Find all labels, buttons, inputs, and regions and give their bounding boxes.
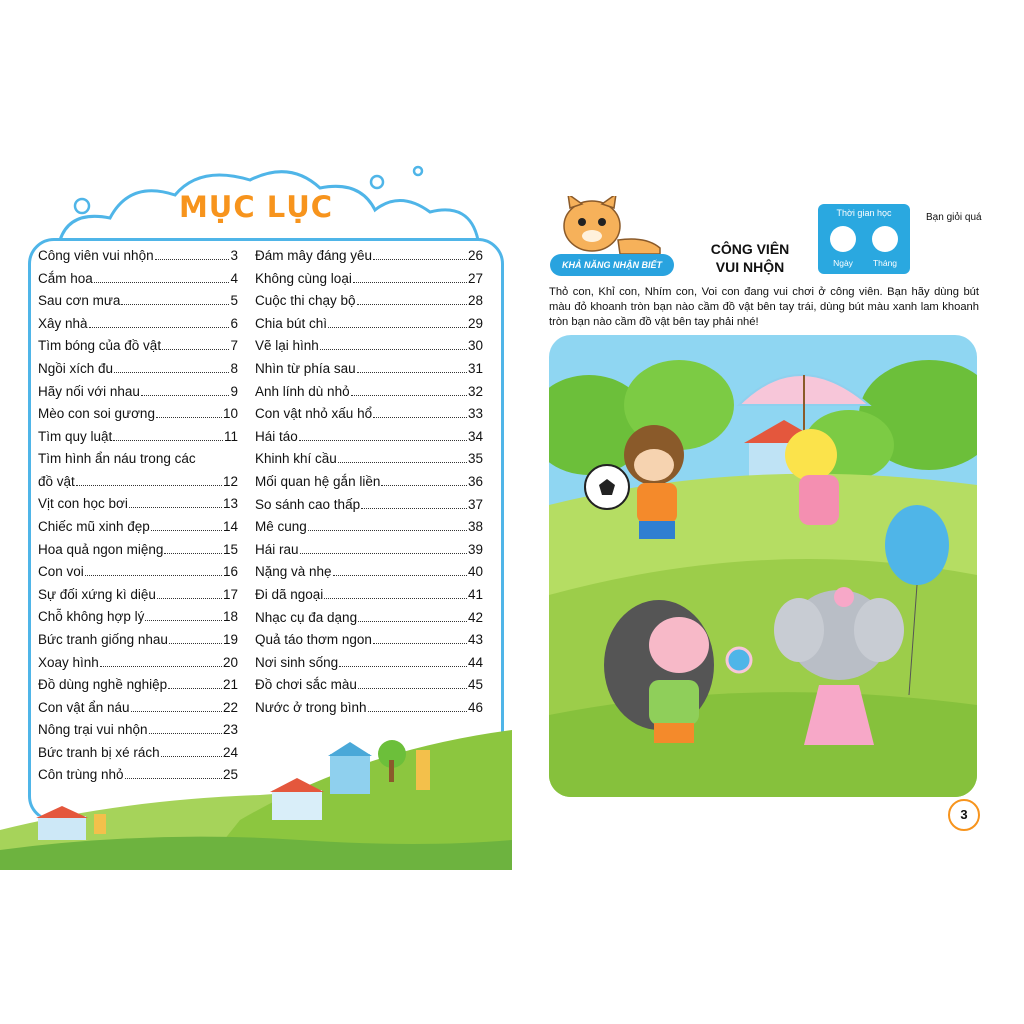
toc-entry[interactable]: [255, 381, 483, 404]
toc-entry[interactable]: [38, 493, 238, 516]
toc-entry[interactable]: [255, 290, 483, 313]
toc-entry[interactable]: [255, 607, 483, 630]
toc-dot-leader: [368, 711, 467, 712]
toc-entry-title: Đám mây đáng yêu: [255, 248, 373, 263]
toc-entry-title: Xây nhà: [38, 315, 88, 331]
toc-dot-leader: [381, 485, 467, 486]
toc-dot-leader: [85, 575, 222, 576]
toc-entry[interactable]: [255, 539, 483, 562]
toc-entry-title: Con vật nhỏ xấu hổ: [255, 406, 373, 422]
page-number: 3: [948, 799, 980, 831]
toc-dot-leader: [320, 349, 467, 350]
toc-entry[interactable]: [255, 471, 483, 494]
toc-dot-leader: [373, 417, 467, 418]
toc-dot-leader: [168, 688, 222, 689]
toc-dot-leader: [333, 575, 467, 576]
toc-entry-title: Đồ dùng nghề nghiệp: [38, 677, 168, 693]
toc-dot-leader: [308, 530, 467, 531]
toc-entry[interactable]: [38, 426, 238, 449]
toc-page-number: 31: [467, 360, 483, 376]
toc-entry-title: Vẽ lại hình: [255, 338, 319, 354]
toc-dot-leader: [373, 259, 467, 260]
toc-entry-title: Hái rau: [255, 541, 299, 557]
toc-entry[interactable]: [38, 652, 238, 675]
toc-entry-title: Côn trùng nhỏ: [38, 767, 124, 783]
toc-entry[interactable]: [255, 358, 483, 381]
toc-page-number: 5: [230, 293, 238, 309]
toc-dot-leader: [129, 507, 222, 508]
praise-label: Bạn giỏi quá: [926, 212, 982, 223]
toc-page-number: 21: [222, 677, 238, 693]
toc-entry[interactable]: [38, 516, 238, 539]
toc-entry[interactable]: [255, 245, 483, 268]
toc-dot-leader: [76, 485, 222, 486]
toc-entry-title: Nông trại vui nhộn: [38, 722, 148, 738]
toc-entry[interactable]: [255, 697, 483, 720]
toc-entry[interactable]: [38, 381, 238, 404]
toc-page-number: 6: [230, 315, 238, 331]
cat-mascot-image: [556, 196, 666, 258]
toc-page-number: 28: [467, 293, 483, 309]
park-scene-image: [549, 335, 977, 797]
toc-entry[interactable]: [255, 426, 483, 449]
toc-entry-title: Hái táo: [255, 428, 298, 444]
toc-dot-leader: [373, 643, 467, 644]
toc-page-number: 18: [222, 609, 238, 625]
toc-entry[interactable]: [255, 652, 483, 675]
heading-line-2: VUI NHỘN: [715, 259, 785, 275]
toc-entry-title: Nơi sinh sống: [255, 654, 339, 670]
toc-dot-leader: [125, 778, 222, 779]
toc-entry-title: Chỗ không hợp lý: [38, 609, 145, 625]
toc-dot-leader: [155, 259, 230, 260]
toc-entry[interactable]: [255, 448, 483, 471]
toc-entry-title-cont: đồ vật: [38, 473, 75, 489]
toc-entry-title: Tìm hình ẩn náu trong các: [38, 451, 196, 467]
toc-entry[interactable]: [38, 697, 238, 720]
toc-entry-title: Con vật ẩn náu: [38, 699, 130, 715]
toc-page-number: 33: [467, 406, 483, 422]
toc-page-number: 26: [467, 248, 483, 263]
heading-line-1: CÔNG VIÊN: [710, 241, 790, 257]
toc-dot-leader: [358, 688, 467, 689]
month-label: Tháng: [872, 258, 898, 268]
toc-dot-leader: [351, 395, 467, 396]
toc-entry[interactable]: [255, 629, 483, 652]
toc-entry[interactable]: [38, 561, 238, 584]
toc-page-number: 23: [222, 722, 238, 738]
toc-page-number: 15: [222, 541, 238, 557]
park-illustration: [549, 335, 977, 797]
toc-entry[interactable]: [38, 403, 238, 426]
toc-page-number: 4: [230, 270, 238, 286]
toc-entry[interactable]: [38, 358, 238, 381]
toc-entry-title: Công viên vui nhộn: [38, 248, 154, 263]
toc-entry[interactable]: [38, 606, 238, 629]
toc-entry[interactable]: [255, 335, 483, 358]
toc-dot-leader: [339, 666, 467, 667]
toc-dot-leader: [141, 395, 230, 396]
toc-dot-leader: [338, 462, 467, 463]
toc-dot-leader: [169, 643, 222, 644]
toc-page-number: 25: [222, 767, 238, 783]
toc-dot-leader: [162, 349, 229, 350]
toc-dot-leader: [149, 733, 222, 734]
toc-entry-title: So sánh cao thấp: [255, 496, 361, 512]
toc-dot-leader: [113, 440, 223, 441]
toc-page-number: 37: [467, 496, 483, 512]
toc-page-number: 39: [467, 541, 483, 557]
toc-entry-title: Cuộc thi chạy bộ: [255, 293, 356, 309]
toc-page-number: 17: [222, 586, 238, 602]
toc-entry-title: Đồ chơi sắc màu: [255, 677, 357, 693]
toc-left-column: [38, 245, 238, 787]
toc-dot-leader: [328, 327, 467, 328]
toc-entry-title: Hãy nối với nhau: [38, 383, 140, 399]
toc-page-number: 13: [222, 496, 238, 512]
toc-entry[interactable]: [38, 584, 238, 607]
month-circle[interactable]: [872, 226, 898, 252]
toc-page-number: 9: [230, 383, 238, 399]
toc-entry-title: Xoay hình: [38, 654, 99, 670]
toc-entry-title: Cắm hoa: [38, 270, 93, 286]
page-title: MỤC LỤC: [178, 190, 334, 224]
toc-entry[interactable]: [255, 584, 483, 607]
toc-entry-title: Nặng và nhẹ: [255, 564, 332, 580]
toc-dot-leader: [299, 440, 467, 441]
toc-dot-leader: [357, 372, 467, 373]
toc-dot-leader: [89, 327, 230, 328]
toc-entry-title: Anh lính dù nhỏ: [255, 383, 350, 399]
toc-page-number: 16: [222, 564, 238, 580]
toc-page-number: 35: [467, 451, 483, 467]
toc-entry[interactable]: [38, 764, 238, 787]
toc-page-number: 40: [467, 564, 483, 580]
toc-entry[interactable]: [38, 674, 238, 697]
toc-entry[interactable]: [38, 719, 238, 742]
toc-page-number: 36: [467, 473, 483, 489]
toc-entry-title: Nhìn từ phía sau: [255, 360, 356, 376]
toc-dot-leader: [145, 620, 222, 621]
toc-entry-title: Mối quan hệ gắn liền: [255, 473, 381, 489]
toc-entry[interactable]: [38, 335, 238, 358]
toc-dot-leader: [156, 417, 222, 418]
toc-entry[interactable]: [38, 539, 238, 562]
instruction-text: Thỏ con, Khỉ con, Nhím con, Voi con đang vui chơi ở công viên. Bạn hãy dùng bút màu đỏ khoanh tròn bạn nào cầm đồ vật bên tay trái, dùng bút màu xanh lam khoanh tròn bạn nào cầm đồ vật bên tay phải nhé!: [549, 286, 979, 328]
toc-dot-leader: [324, 598, 467, 599]
toc-dot-leader: [114, 372, 229, 373]
toc-dot-leader: [121, 304, 229, 305]
toc-dot-leader: [358, 621, 467, 622]
toc-page-number: 7: [230, 338, 238, 354]
toc-entry[interactable]: [255, 313, 483, 336]
toc-entry[interactable]: [38, 742, 238, 765]
toc-entry-title: Khinh khí cầu: [255, 451, 337, 467]
toc-entry-title: Chiếc mũ xinh đẹp: [38, 518, 150, 534]
toc-page-number: 14: [222, 518, 238, 534]
toc-entry-title: Hoa quả ngon miệng: [38, 541, 164, 557]
toc-page-number: 44: [467, 654, 483, 670]
toc-dot-leader: [164, 553, 222, 554]
toc-entry-title: Sau cơn mưa: [38, 293, 121, 309]
toc-entry[interactable]: [38, 245, 238, 268]
toc-entry-title: Nước ở trong bình: [255, 699, 367, 715]
toc-page-number: 42: [467, 609, 483, 625]
toc-entry[interactable]: [38, 313, 238, 336]
toc-entry-title: Bức tranh bị xé rách: [38, 744, 160, 760]
toc-page-number: 10: [222, 406, 238, 422]
toc-entry-title: Đi dã ngoại: [255, 586, 324, 602]
day-circle[interactable]: [830, 226, 856, 252]
toc-dot-leader: [94, 282, 230, 283]
toc-entry-title: Chia bút chì: [255, 315, 328, 331]
skill-badge: KHẢ NĂNG NHẬN BIẾT: [550, 254, 674, 276]
toc-entry[interactable]: [255, 674, 483, 697]
toc-entry-title: Con voi: [38, 564, 84, 580]
toc-page-number: 24: [222, 744, 238, 760]
toc-entry-title: Bức tranh giống nhau: [38, 631, 168, 647]
toc-entry[interactable]: [38, 268, 238, 291]
toc-dot-leader: [131, 711, 222, 712]
toc-entry[interactable]: [38, 290, 238, 313]
left-page: [0, 140, 512, 870]
toc-page-number: 29: [467, 315, 483, 331]
toc-dot-leader: [357, 304, 467, 305]
toc-entry-title: Vịt con học bơi: [38, 496, 128, 512]
toc-dot-leader: [151, 530, 222, 531]
toc-entry[interactable]: [255, 403, 483, 426]
toc-entry-title: Sự đối xứng kì diệu: [38, 586, 156, 602]
toc-page-number: 22: [222, 699, 238, 715]
toc-entry[interactable]: [255, 561, 483, 584]
toc-right-column: [255, 245, 483, 719]
toc-entry-title: Tìm bóng của đồ vật: [38, 338, 162, 354]
toc-entry-title: Nhạc cụ đa dạng: [255, 609, 358, 625]
toc-page-number: 43: [467, 632, 483, 648]
toc-dot-leader: [161, 756, 222, 757]
day-label: Ngày: [833, 258, 853, 268]
toc-entry-title: Quả táo thơm ngon: [255, 632, 372, 648]
toc-entry-title: Không cùng loại: [255, 270, 352, 286]
toc-entry[interactable]: [255, 494, 483, 517]
toc-page-number: 20: [222, 654, 238, 670]
toc-entry-title: Mèo con soi gương: [38, 406, 155, 422]
toc-page-number: 46: [467, 699, 483, 715]
toc-dot-leader: [157, 598, 222, 599]
toc-entry-title: Tìm quy luật: [38, 428, 113, 444]
toc-page-number: 38: [467, 519, 483, 535]
toc-page-number: 11: [223, 428, 238, 444]
toc-page-number: 12: [222, 473, 238, 489]
page-heading: [700, 240, 800, 276]
toc-page-number: 45: [467, 677, 483, 693]
toc-entry[interactable]: [255, 268, 483, 291]
toc-dot-leader: [300, 553, 467, 554]
toc-page-number: 34: [467, 428, 483, 444]
study-time-label: Thời gian học: [836, 208, 892, 218]
toc-page-number: 27: [467, 270, 483, 286]
toc-page-number: 41: [467, 586, 483, 602]
toc-entry-title: Mê cung: [255, 519, 307, 535]
toc-dot-leader: [353, 282, 467, 283]
study-time-box: [818, 204, 910, 274]
toc-entry[interactable]: [38, 629, 238, 652]
toc-page-number: 19: [222, 631, 238, 647]
toc-page-number: 3: [230, 248, 238, 263]
toc-page-number: 8: [230, 360, 238, 376]
toc-dot-leader: [100, 666, 222, 667]
toc-entry[interactable]: [38, 448, 238, 493]
toc-entry[interactable]: [255, 516, 483, 539]
toc-dot-leader: [361, 508, 467, 509]
toc-page-number: 32: [467, 383, 483, 399]
toc-page-number: 30: [467, 338, 483, 354]
toc-entry-title: Ngồi xích đu: [38, 360, 114, 376]
